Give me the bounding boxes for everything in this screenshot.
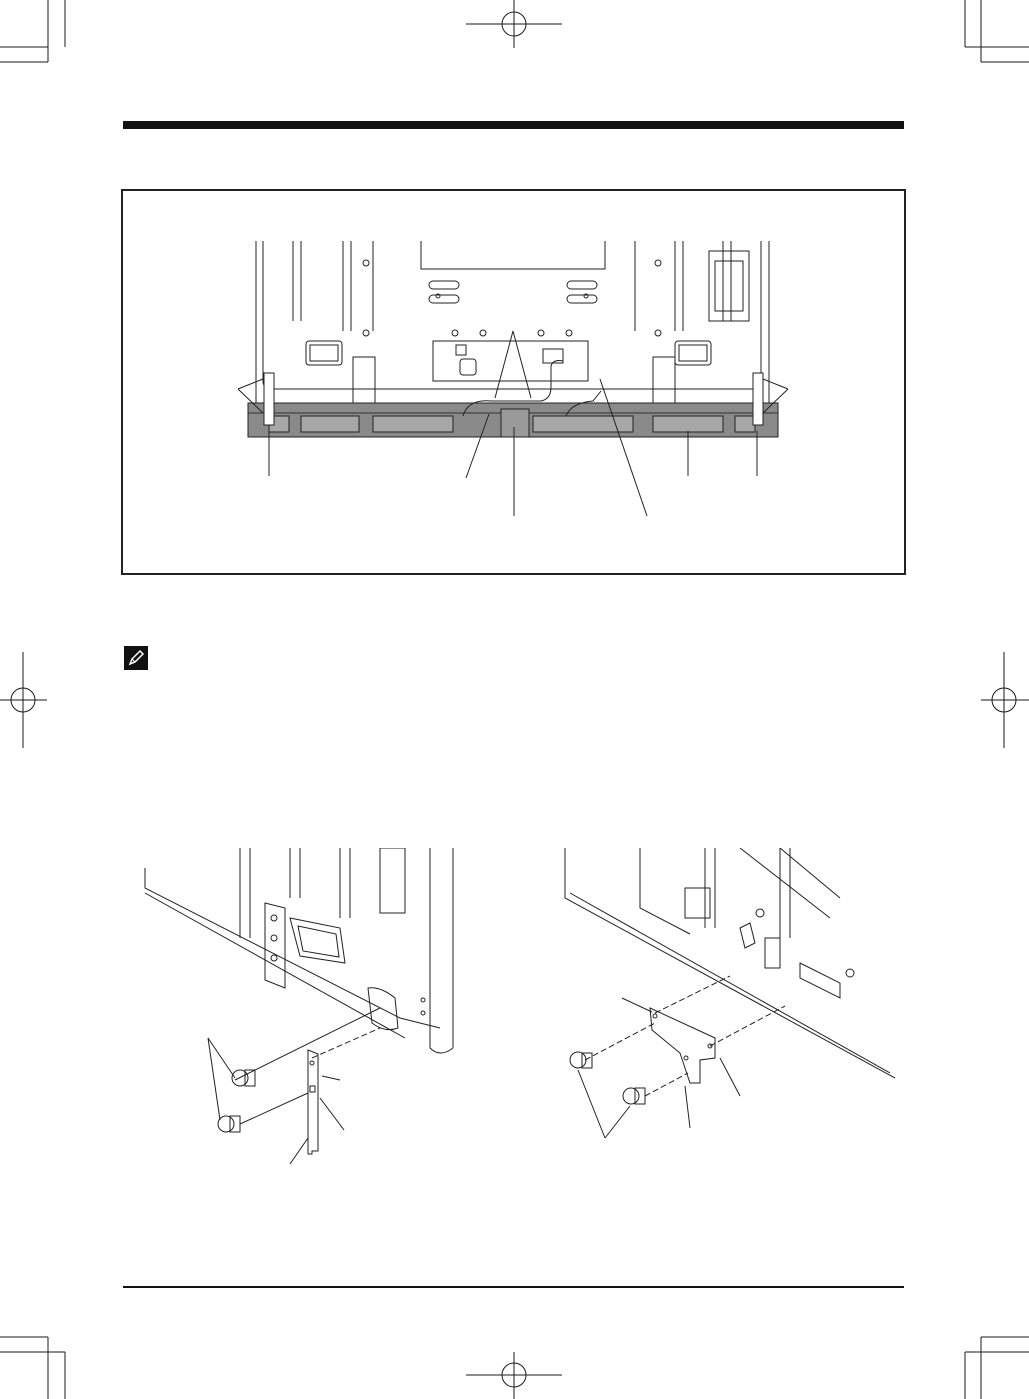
- rear-view-of-panel-with-speaker-bar: [123, 191, 904, 573]
- footer-rule: [123, 1286, 904, 1288]
- header-rule: [123, 121, 904, 129]
- side-bracket-and-screws: [140, 848, 470, 1168]
- center-bracket-and-screws: [540, 848, 900, 1148]
- pencil-note-icon: [124, 646, 148, 670]
